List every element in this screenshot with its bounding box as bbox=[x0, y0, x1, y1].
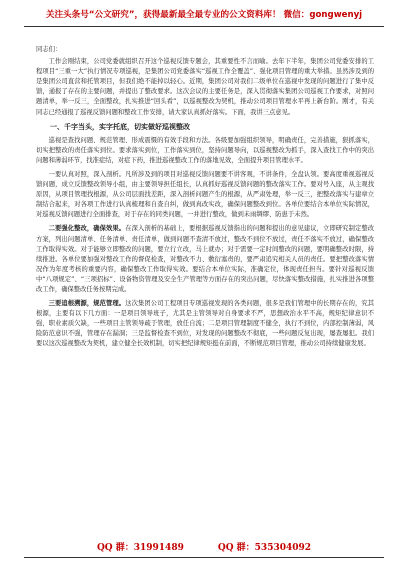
paragraph-5-text: 这次集团公司工程项目专项巡视发现的各类问题，很多是我们管理中的长期存在的，究其根源，主要有以下几方面：一是项目领导班子，尤其是主管领导对自身要求不严，思想政治水平不高，规矩纪律意识不强，职业素质欠缺，一些项目主管领导疏于管理，放任自流；二是项目管理制度不健全，执行不到位，内部控制薄弱，风险防范意识不强，管理存在漏洞；三是监督检查不到位，对发现的问题整改不彻底，一些问题反复出现，屡查屡犯。我们要以这次巡视整改为契机，建立健全长效机制，切实把纪律规矩挺在前面，不断规范项目管理，推动公司持续健康发展。 bbox=[36, 300, 375, 348]
header-divider bbox=[24, 26, 384, 27]
subheading-2: 二要强化整改，确保效果。 bbox=[48, 225, 126, 233]
paragraph-2: 巡视是查找问题、规范管理、形成震慑的有效手段和方法。各级要加强组织领导，明确责任，完善措施，狠抓落实，切实把整改的责任落实到位。要求落实到位，工作落实到位，坚持问题导向，以巡视整改为抓手，深入查找工作中的突出问题和薄弱环节，找准症结，对症下药，推进巡视整改工作的落地见效，全面提升项目管理水平。 bbox=[36, 136, 374, 164]
paragraph-4-text: 在深入剖析的基础上，要根据巡视反馈指出的问题和提出的意见建议，立即研究制定整改方案，列出问题清单、任务清单、责任清单，做到问题不查清不放过，整改不到位不放过，责任不落实不放过，确保整改工作取得实效。对于能够立即整改的问题，要立行立改，马上就办；对于需要一定时间整改的问题，要明确整改时限，持续推进。各单位要加强对整改工作的督促检查，对整改不力、敷衍塞责的，要严肃追究相关人员的责任。要把整改落实情况作为年度考核的重要内容，确保整改工作取得实效。要结合本单位实际，准确定位，体现责任担当。要针对巡视反馈中“八项规定”、“三项招标”、设备物资管理及安全生产管理等方面存在的突出问题，尽快落实整改措施，扎实推进各项整改工作，确保整改任务按期完成。 bbox=[36, 225, 375, 293]
footer-divider bbox=[24, 557, 384, 558]
paragraph-4 bbox=[36, 224, 374, 295]
paragraph-5 bbox=[36, 299, 374, 349]
footer-qq-group-1: QQ 群：31991489 bbox=[96, 543, 184, 553]
paragraph-3: 一要认真对照，深入剖析。凡所涉及到的项目对巡视反馈问题要不讲客观，不讲条件，全盘认领。要高度重视巡视反馈问题，成立反馈整改领导小组，由主要领导担任组长，认真抓好巡视反馈问题的整改落实工作。要对号入座，从主观找原因，从项目管理找根源，从公司层面找差距，深入剖析问题产生的根源，从严肃处理，举一反三，把整改落实与建章立制结合起来，对各项工作进行认真梳理和自查自纠，做到真改实改，确保问题整改到位。各单位要结合本单位实际情况，对巡视反馈问题进行全面排查，对于存在的同类问题，一并进行整改，做到未雨绸缪、防患于未然。 bbox=[36, 170, 374, 219]
promo-banner: 关注头条号“公文研究”，获得最新最全最专业的公文资料库！ 微信：gongwenyj bbox=[45, 10, 363, 20]
section-heading-1: 一、千字当头，实字托底，切实做好巡视整改 bbox=[50, 122, 190, 131]
paragraph-intro: 工作会刚结束，公司党委就组织召开这个巡视反馈专题会，其重要性不言而喻。去年下半年，集团公司党委安排的工程项目“三重一大”执行情况专项巡视，是集团公司党委落实“巡视工作全覆盖”、强化项目管理的重大举措。虽然涉及到的是集团公司直营和托管项目，但我们绝不能掉以轻心。近期，集团公司对我们二级单位在巡视中发现的问题进行了集中反馈，通报了存在的主要问题，并提出了整改要求。这次会议的主要任务是，深入贯彻落实集团公司巡视工作要求，对照问题清单，举一反三，全面整改，扎实推进“回头看”，以巡视整改为契机，推动公司项目管理水平再上新台阶。刚才，有关同志已经通报了巡视反馈问题和整改工作安排，请大家认真抓好落实。下面，我讲三点意见。 bbox=[36, 58, 374, 116]
footer-contacts bbox=[0, 542, 408, 554]
footer-qq-group-2: QQ 群：535304092 bbox=[217, 543, 312, 553]
greeting: 同志们： bbox=[36, 46, 62, 53]
document-body bbox=[36, 45, 374, 354]
subheading-3: 三要追根溯源，规范管理。 bbox=[48, 300, 126, 308]
